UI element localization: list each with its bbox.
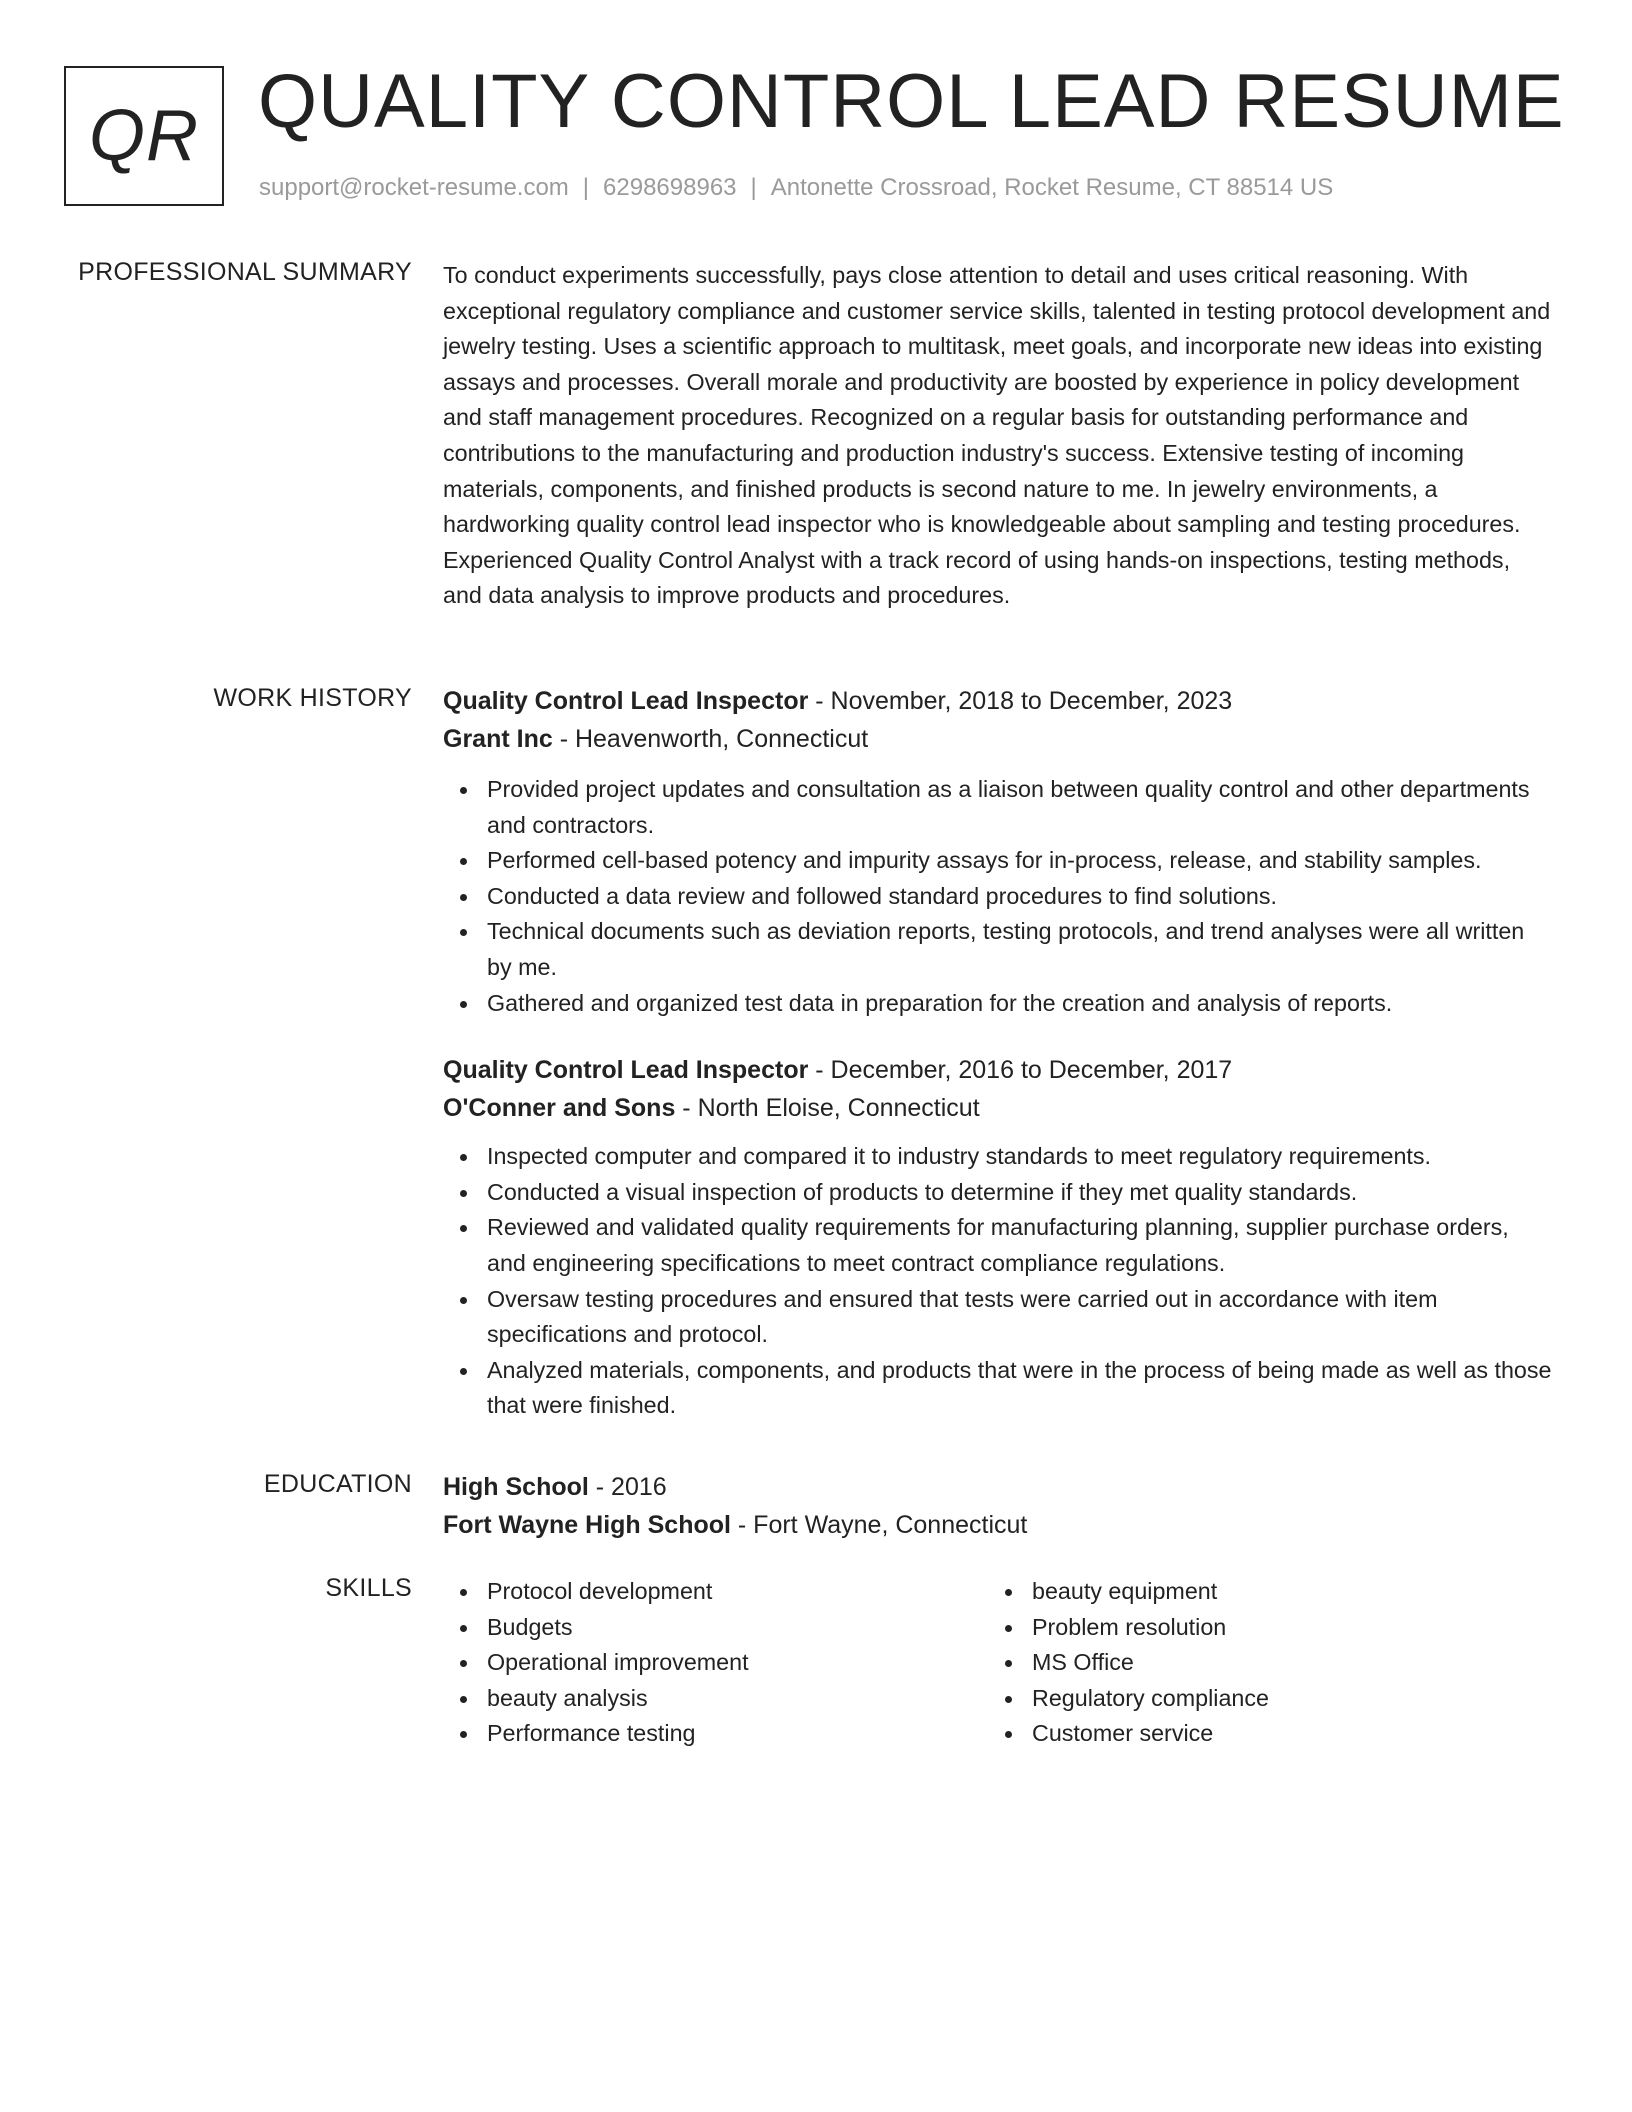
job-dates: - November, 2018 to December, 2023: [808, 687, 1233, 715]
list-item: Performance testing: [443, 1716, 988, 1752]
contact-separator: |: [750, 174, 757, 201]
list-item: Gathered and organized test data in preparation for the creation and analysis of reports.: [443, 986, 1553, 1022]
monogram-logo: QR: [64, 66, 224, 206]
job-entry: [443, 1051, 1553, 1424]
list-item: Oversaw testing procedures and ensured that tests were carried out in accordance with item specifications and protocol.: [443, 1282, 1553, 1353]
job-location: - North Eloise, Connecticut: [675, 1094, 980, 1123]
job-title: Quality Control Lead Inspector: [443, 1056, 809, 1085]
job-duties-list: [443, 772, 1553, 1021]
contact-line: [259, 174, 1333, 202]
resume-title: QUALITY CONTROL LEAD RESUME: [258, 59, 1565, 144]
education-heading: EDUCATION: [263, 1470, 412, 1498]
contact-address: Antonette Crossroad, Rocket Resume, CT 88514 US: [770, 174, 1334, 201]
job-title-line: [443, 1051, 1553, 1089]
skills-columns: [443, 1574, 1553, 1752]
list-item: Regulatory compliance: [988, 1681, 1533, 1717]
skills-heading: SKILLS: [325, 1574, 412, 1602]
list-item: MS Office: [988, 1645, 1533, 1681]
education-degree: High School: [443, 1473, 589, 1501]
list-item: Budgets: [443, 1610, 988, 1646]
list-item: Protocol development: [443, 1574, 988, 1610]
list-item: beauty analysis: [443, 1681, 988, 1717]
job-company: O'Conner and Sons: [443, 1094, 676, 1123]
contact-phone: 6298698963: [603, 174, 737, 201]
education-body: [443, 1468, 1553, 1544]
skills-body: [443, 1574, 1553, 1752]
education-school-line: [443, 1506, 1553, 1544]
list-item: Problem resolution: [988, 1610, 1533, 1646]
job-entry: [443, 682, 1553, 1021]
job-title-line: [443, 682, 1553, 720]
list-item: beauty equipment: [988, 1574, 1533, 1610]
work-history-body: [443, 682, 1553, 1424]
list-item: Inspected computer and compared it to industry standards to meet regulatory requirements.: [443, 1139, 1553, 1175]
job-company: Grant Inc: [443, 725, 553, 753]
contact-separator: |: [582, 174, 590, 201]
skills-list-right: [988, 1574, 1533, 1752]
list-item: Performed cell-based potency and impurity assays for in-process, release, and stability samples.: [443, 843, 1553, 879]
job-location: - Heavenworth, Connecticut: [552, 725, 869, 753]
summary-text: To conduct experiments successfully, pays close attention to detail and uses critical reasoning. With exceptional regulatory compliance and customer service skills, talented in testing protocol development and jewelry testing. Uses a scientific approach to multitask, meet goals, and incorporate new ideas into existing assays and processes. Overall morale and productivity are boosted by experience in policy development and staff management procedures. Recognized on a regular basis for outstanding performance and contributions to the manufacturing and production industry's success. Extensive testing of incoming materials, components, and finished products is second nature to me. In jewelry environments, a hardworking quality control lead inspector who is knowledgeable about sampling and testing procedures. Experienced Quality Control Analyst with a track record of using hands-on inspections, testing methods, and data analysis to improve products and procedures.: [443, 262, 1551, 609]
job-company-line: [443, 1089, 1553, 1127]
contact-email: support@rocket-resume.com: [259, 174, 569, 201]
job-duties-list: [443, 1139, 1553, 1424]
work-history-heading: WORK HISTORY: [213, 684, 412, 712]
summary-body: [443, 258, 1553, 614]
list-item: Conducted a data review and followed standard procedures to find solutions.: [443, 879, 1553, 915]
education-degree-line: [443, 1468, 1553, 1506]
list-item: Customer service: [988, 1716, 1533, 1752]
list-item: Reviewed and validated quality requirements for manufacturing planning, supplier purchase orders, and engineering specifications to meet contract compliance regulations.: [443, 1210, 1553, 1281]
education-school: Fort Wayne High School: [443, 1511, 731, 1539]
list-item: Technical documents such as deviation reports, testing protocols, and trend analyses were all written by me.: [443, 914, 1553, 985]
job-dates: - December, 2016 to December, 2017: [808, 1056, 1233, 1085]
job-title: Quality Control Lead Inspector: [443, 687, 809, 715]
list-item: Provided project updates and consultation as a liaison between quality control and other departments and contractors.: [443, 772, 1553, 843]
list-item: Conducted a visual inspection of products to determine if they met quality standards.: [443, 1175, 1553, 1211]
job-company-line: [443, 720, 1553, 758]
list-item: Analyzed materials, components, and products that were in the process of being made as well as those that were finished.: [443, 1353, 1553, 1424]
list-item: Operational improvement: [443, 1645, 988, 1681]
education-location: - Fort Wayne, Connecticut: [730, 1511, 1028, 1539]
summary-heading: PROFESSIONAL SUMMARY: [78, 258, 412, 286]
education-year: - 2016: [588, 1473, 667, 1501]
skills-list-left: [443, 1574, 988, 1752]
